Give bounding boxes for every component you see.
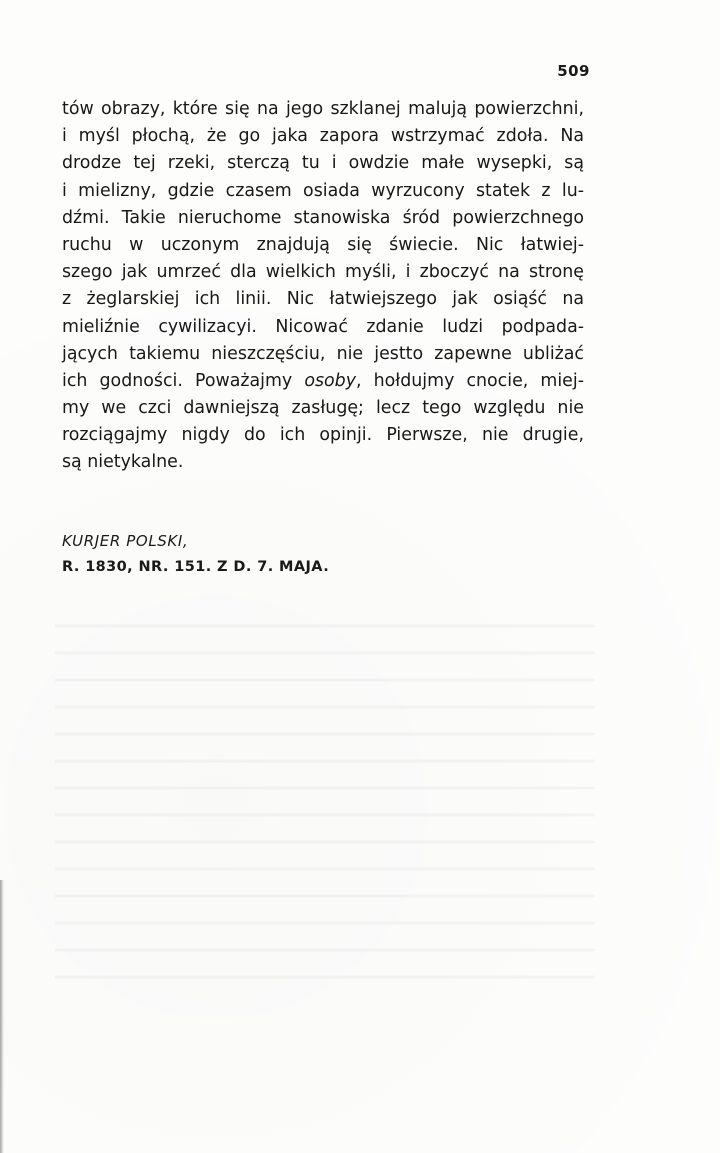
text-line <box>62 96 584 123</box>
source-issue-date: R. 1830, NR. 151. Z D. 7. MAJA. <box>62 559 330 575</box>
text-line <box>62 259 584 286</box>
show-through-texture <box>55 610 595 990</box>
text-line <box>62 205 584 232</box>
text-segment: my we czci dawniejszą zasługę; lecz tego względu nie <box>62 398 584 419</box>
text-line <box>62 395 584 422</box>
text-segment: szego jak umrzeć dla wielkich myśli, i zboczyć na stronę <box>62 262 584 283</box>
text-segment: tów obrazy, które się na jego szklanej malują powierzchni, <box>62 99 584 119</box>
text-segment: i myśl płochą, że go jaka zapora wstrzymać zdoła. Na <box>62 126 584 147</box>
text-line <box>62 150 584 177</box>
text-line <box>62 286 584 313</box>
text-segment: jących takiemu nieszczęściu, nie jestto zapewne ubliżać <box>62 343 584 364</box>
text-segment: rozciągajmy nigdy do ich opinji. Pierwsze, nie drugie, <box>62 425 584 446</box>
page-edge-shadow <box>0 880 4 1153</box>
text-line <box>62 449 584 476</box>
body-paragraph <box>62 96 584 477</box>
text-line <box>62 368 584 395</box>
text-line <box>62 232 584 259</box>
text-segment: drodze tej rzeki, sterczą tu i owdzie małe wysepki, są <box>62 153 584 174</box>
text-segment: ich godności. Poważajmy <box>62 370 305 391</box>
text-segment: i mielizny, gdzie czasem osiada wyrzucony statek z lu- <box>62 180 584 201</box>
text-line <box>62 314 584 341</box>
text-line <box>62 123 584 150</box>
text-segment: z żeglarskiej ich linii. Nic łatwiejszego jak osiąść na <box>62 289 584 310</box>
text-line <box>62 178 584 205</box>
text-segment: mieliźnie cywilizacyi. Nicować zdanie ludzi podpada- <box>62 316 584 337</box>
text-segment: dźmi. Takie nieruchome stanowiska śród powierzchnego <box>62 207 584 228</box>
text-segment: są nietykalne. <box>62 452 184 473</box>
text-segment: , hołdujmy cnocie, miej- <box>356 370 584 391</box>
text-line <box>62 422 584 449</box>
italic-emphasis: osoby <box>304 370 356 391</box>
page-number: 509 <box>557 62 590 80</box>
source-newspaper-name: KURJER POLSKI, <box>62 532 189 550</box>
source-citation <box>62 528 462 580</box>
text-segment: ruchu w uczonym znajdują się świecie. Nic łatwiej- <box>62 234 584 255</box>
text-line <box>62 341 584 368</box>
